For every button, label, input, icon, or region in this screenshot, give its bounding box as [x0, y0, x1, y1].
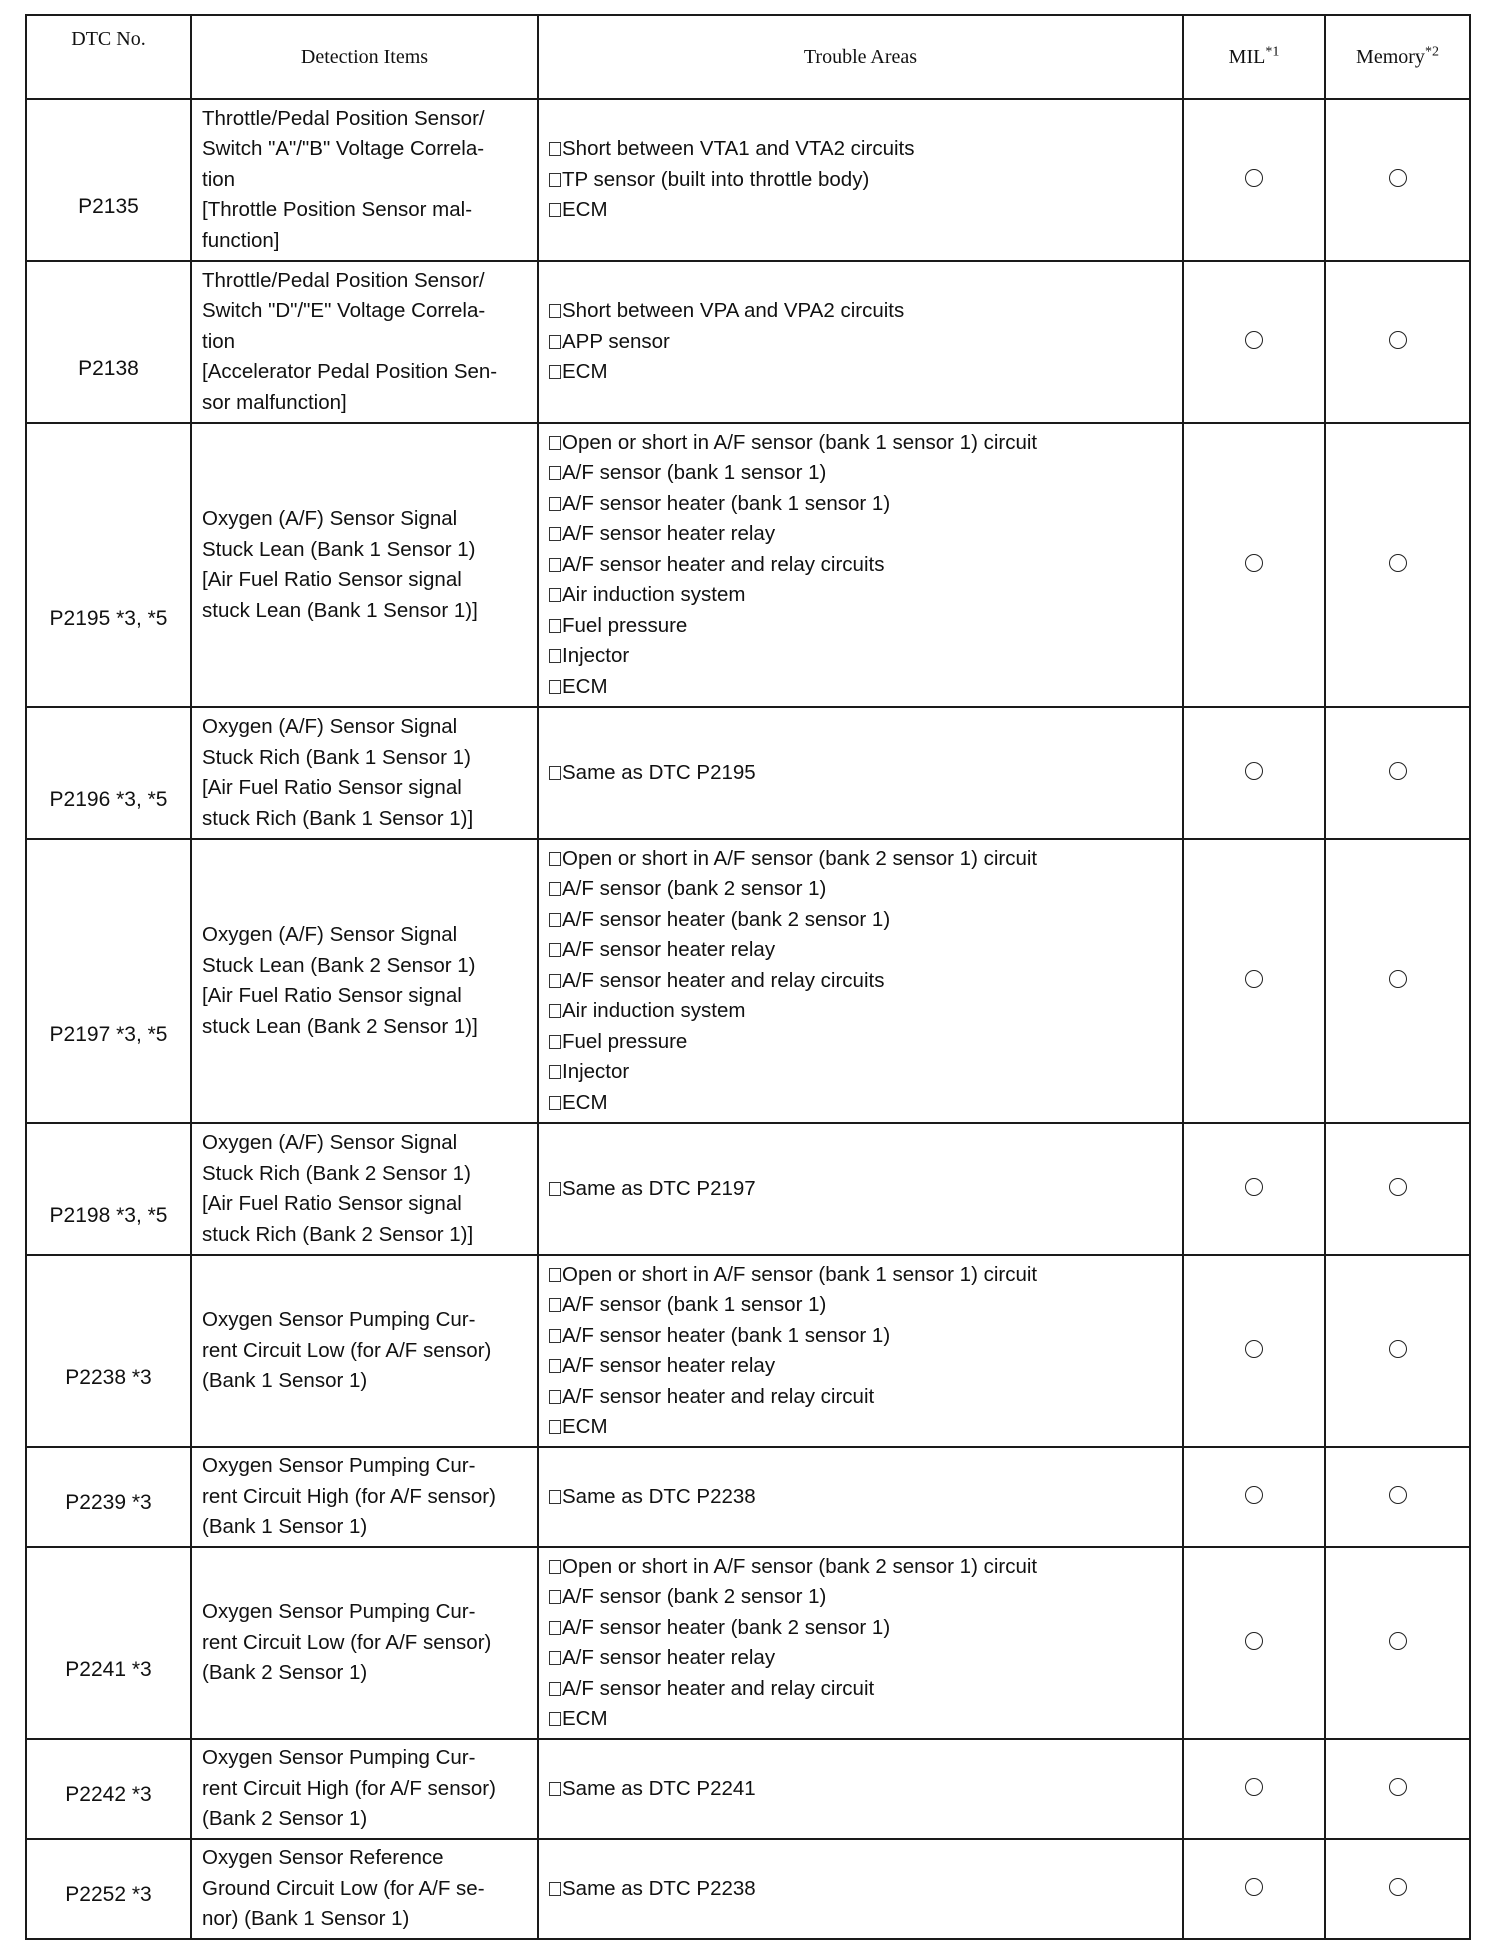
detection-item-cell	[191, 423, 538, 707]
trouble-area-text: Open or short in A/F sensor (bank 1 sensor 1) circuit	[562, 1262, 1038, 1286]
dtc-code: P2238 *3	[65, 1366, 152, 1389]
dtc-code-cell	[26, 1447, 191, 1547]
trouble-area-item	[549, 1351, 1172, 1382]
square-bullet-icon	[549, 497, 561, 511]
detection-item-cell	[191, 839, 538, 1123]
dtc-code-cell	[26, 707, 191, 839]
square-bullet-icon	[549, 1682, 561, 1696]
square-bullet-icon	[549, 974, 561, 988]
dtc-code: P2138	[78, 357, 139, 380]
detection-line: Switch "A"/"B" Voltage Correla-	[202, 137, 485, 161]
trouble-area-text: A/F sensor (bank 2 sensor 1)	[562, 877, 827, 901]
memory-cell	[1325, 423, 1470, 707]
dtc-code: P2195 *3, *5	[49, 607, 168, 630]
detection-line: [Air Fuel Ratio Sensor signal	[202, 776, 462, 799]
detection-line: (Bank 2 Sensor 1)	[202, 1807, 368, 1831]
memory-on-circle-icon	[1389, 1778, 1407, 1796]
trouble-area-text: A/F sensor heater (bank 2 sensor 1)	[562, 1615, 891, 1639]
detection-line: stuck Rich (Bank 1 Sensor 1)]	[202, 806, 474, 830]
trouble-area-item	[549, 1552, 1172, 1583]
detection-line: stuck Lean (Bank 1 Sensor 1)]	[202, 598, 478, 622]
trouble-area-text: Short between VTA1 and VTA2 circuits	[562, 137, 915, 161]
trouble-area-item	[549, 357, 1172, 388]
memory-on-circle-icon	[1389, 762, 1407, 780]
detection-item-cell	[191, 1123, 538, 1255]
mil-cell	[1183, 99, 1325, 261]
table-row	[26, 99, 1470, 261]
trouble-area-item	[549, 428, 1172, 459]
mil-cell	[1183, 707, 1325, 839]
trouble-area-cell	[538, 839, 1183, 1123]
trouble-area-cell	[538, 261, 1183, 423]
dtc-code-cell	[26, 99, 191, 261]
memory-on-circle-icon	[1389, 169, 1407, 187]
square-bullet-icon	[549, 1420, 561, 1434]
square-bullet-icon	[549, 1298, 561, 1312]
detection-line: Throttle/Pedal Position Sensor/	[202, 268, 485, 292]
memory-on-circle-icon	[1389, 331, 1407, 349]
dtc-code-cell	[26, 423, 191, 707]
detection-line: rent Circuit High (for A/F sensor)	[202, 1484, 496, 1508]
square-bullet-icon	[549, 1004, 561, 1018]
dtc-code: P2196 *3, *5	[49, 788, 168, 811]
trouble-area-text: ECM	[562, 1415, 608, 1438]
detection-line: Switch "D"/"E" Voltage Correla-	[202, 299, 486, 323]
detection-item-cell	[191, 1447, 538, 1547]
detection-line: (Bank 1 Sensor 1)	[202, 1515, 368, 1539]
detection-line: rent Circuit Low (for A/F sensor)	[202, 1338, 492, 1362]
square-bullet-icon	[549, 1065, 561, 1079]
mil-cell	[1183, 1839, 1325, 1939]
memory-cell	[1325, 99, 1470, 261]
mil-on-circle-icon	[1245, 169, 1263, 187]
trouble-area-cell	[538, 707, 1183, 839]
table-row	[26, 261, 1470, 423]
table-row	[26, 707, 1470, 839]
square-bullet-icon	[549, 466, 561, 480]
trouble-area-cell	[538, 423, 1183, 707]
mil-cell	[1183, 1123, 1325, 1255]
trouble-area-text: Injector	[562, 1060, 630, 1084]
trouble-area-text: Same as DTC P2197	[562, 1176, 756, 1200]
detection-line: [Air Fuel Ratio Sensor signal	[202, 1192, 462, 1215]
detection-line: Oxygen Sensor Reference	[202, 1846, 444, 1870]
detection-line: Oxygen Sensor Pumping Cur-	[202, 1308, 476, 1332]
mil-cell	[1183, 839, 1325, 1123]
dtc-code-cell	[26, 1547, 191, 1739]
memory-cell	[1325, 1123, 1470, 1255]
detection-line: [Air Fuel Ratio Sensor signal	[202, 568, 462, 591]
square-bullet-icon	[549, 173, 561, 187]
mil-on-circle-icon	[1245, 1632, 1263, 1650]
table-row	[26, 1839, 1470, 1939]
trouble-area-text: APP sensor	[562, 329, 670, 353]
trouble-area-item	[549, 966, 1172, 997]
detection-line: stuck Rich (Bank 2 Sensor 1)]	[202, 1222, 474, 1246]
trouble-area-item	[549, 1290, 1172, 1321]
dtc-code: P2198 *3, *5	[49, 1204, 168, 1227]
mil-on-circle-icon	[1245, 762, 1263, 780]
detection-line: rent Circuit Low (for A/F sensor)	[202, 1630, 492, 1654]
table-row	[26, 1739, 1470, 1839]
memory-cell	[1325, 1547, 1470, 1739]
square-bullet-icon	[549, 1782, 561, 1796]
dtc-code-cell	[26, 1123, 191, 1255]
trouble-area-text: Fuel pressure	[562, 1029, 688, 1053]
detection-line: Oxygen Sensor Pumping Cur-	[202, 1454, 476, 1478]
detection-line: Throttle/Pedal Position Sensor/	[202, 106, 485, 130]
trouble-area-item	[549, 611, 1172, 642]
header-dtc-no: DTC No.	[26, 15, 191, 99]
memory-cell	[1325, 1839, 1470, 1939]
detection-line: stuck Lean (Bank 2 Sensor 1)]	[202, 1014, 478, 1038]
memory-on-circle-icon	[1389, 1340, 1407, 1358]
square-bullet-icon	[549, 1268, 561, 1282]
square-bullet-icon	[549, 882, 561, 896]
trouble-area-item	[549, 550, 1172, 581]
trouble-area-text: A/F sensor (bank 1 sensor 1)	[562, 461, 827, 485]
memory-on-circle-icon	[1389, 1878, 1407, 1896]
trouble-area-cell	[538, 1547, 1183, 1739]
memory-cell	[1325, 261, 1470, 423]
dtc-table	[25, 14, 1471, 1940]
trouble-area-item	[549, 165, 1172, 196]
trouble-area-item	[549, 327, 1172, 358]
trouble-area-item	[549, 1613, 1172, 1644]
square-bullet-icon	[549, 527, 561, 541]
square-bullet-icon	[549, 1359, 561, 1373]
square-bullet-icon	[549, 1035, 561, 1049]
square-bullet-icon	[549, 1390, 561, 1404]
trouble-area-text: ECM	[562, 674, 608, 698]
square-bullet-icon	[549, 619, 561, 633]
trouble-area-item	[549, 580, 1172, 611]
trouble-area-text: Open or short in A/F sensor (bank 1 sensor 1) circuit	[562, 430, 1038, 454]
mil-cell	[1183, 1739, 1325, 1839]
detection-line: Stuck Lean (Bank 2 Sensor 1)	[202, 953, 476, 977]
trouble-area-item	[549, 1174, 1172, 1205]
square-bullet-icon	[549, 1096, 561, 1110]
detection-line: (Bank 2 Sensor 1)	[202, 1661, 368, 1685]
detection-line: [Accelerator Pedal Position Sen-	[202, 360, 498, 384]
table-row	[26, 1255, 1470, 1447]
detection-line: nor) (Bank 1 Sensor 1)	[202, 1907, 410, 1931]
detection-item-cell	[191, 1255, 538, 1447]
trouble-area-text: ECM	[562, 198, 608, 222]
trouble-area-text: A/F sensor heater (bank 2 sensor 1)	[562, 907, 891, 931]
trouble-area-item	[549, 935, 1172, 966]
detection-line: function]	[202, 228, 280, 252]
trouble-area-text: Same as DTC P2195	[562, 760, 756, 784]
trouble-area-item	[549, 458, 1172, 489]
square-bullet-icon	[549, 1712, 561, 1726]
detection-line: Stuck Rich (Bank 2 Sensor 1)	[202, 1161, 471, 1185]
mil-on-circle-icon	[1245, 331, 1263, 349]
trouble-area-text: Short between VPA and VPA2 circuits	[562, 299, 905, 323]
trouble-area-text: Injector	[562, 644, 630, 668]
trouble-area-text: Fuel pressure	[562, 613, 688, 637]
trouble-area-cell	[538, 1839, 1183, 1939]
trouble-area-text: Same as DTC P2238	[562, 1484, 756, 1508]
dtc-code-cell	[26, 839, 191, 1123]
memory-cell	[1325, 1739, 1470, 1839]
mil-cell	[1183, 1255, 1325, 1447]
trouble-area-cell	[538, 1123, 1183, 1255]
square-bullet-icon	[549, 943, 561, 957]
mil-on-circle-icon	[1245, 1486, 1263, 1504]
trouble-area-item	[549, 1674, 1172, 1705]
trouble-area-item	[549, 134, 1172, 165]
trouble-area-text: A/F sensor heater relay	[562, 1646, 776, 1669]
detection-line: Oxygen (A/F) Sensor Signal	[202, 715, 458, 738]
detection-item-cell	[191, 261, 538, 423]
mil-on-circle-icon	[1245, 1340, 1263, 1358]
memory-on-circle-icon	[1389, 1178, 1407, 1196]
trouble-area-text: ECM	[562, 1707, 608, 1730]
square-bullet-icon	[549, 680, 561, 694]
trouble-area-text: Open or short in A/F sensor (bank 2 sensor 1) circuit	[562, 1554, 1038, 1578]
trouble-area-text: A/F sensor heater and relay circuits	[562, 968, 885, 992]
memory-cell	[1325, 839, 1470, 1123]
trouble-area-item	[549, 844, 1172, 875]
mil-cell	[1183, 1447, 1325, 1547]
detection-line: Oxygen Sensor Pumping Cur-	[202, 1746, 476, 1770]
trouble-area-item	[549, 1088, 1172, 1119]
detection-line: rent Circuit High (for A/F sensor)	[202, 1776, 496, 1800]
trouble-area-item	[549, 519, 1172, 550]
trouble-area-item	[549, 758, 1172, 789]
square-bullet-icon	[549, 436, 561, 450]
trouble-area-item	[549, 1057, 1172, 1088]
dtc-code-cell	[26, 1739, 191, 1839]
table-row	[26, 1123, 1470, 1255]
mil-cell	[1183, 261, 1325, 423]
memory-on-circle-icon	[1389, 1632, 1407, 1650]
detection-item-cell	[191, 1839, 538, 1939]
detection-line: Oxygen Sensor Pumping Cur-	[202, 1600, 476, 1624]
dtc-code-cell	[26, 1839, 191, 1939]
mil-on-circle-icon	[1245, 1878, 1263, 1896]
memory-footnote: *2	[1424, 43, 1439, 59]
memory-cell	[1325, 1447, 1470, 1547]
memory-on-circle-icon	[1389, 970, 1407, 988]
trouble-area-text: A/F sensor heater relay	[562, 1354, 776, 1377]
trouble-area-text: A/F sensor (bank 2 sensor 1)	[562, 1585, 827, 1608]
trouble-area-text: TP sensor (built into throttle body)	[562, 167, 870, 191]
header-detection-items: Detection Items	[191, 15, 538, 99]
mil-cell	[1183, 423, 1325, 707]
detection-line: Stuck Rich (Bank 1 Sensor 1)	[202, 745, 471, 769]
square-bullet-icon	[549, 1329, 561, 1343]
trouble-area-item	[549, 296, 1172, 327]
mil-footnote: *1	[1265, 43, 1280, 59]
mil-on-circle-icon	[1245, 1178, 1263, 1196]
square-bullet-icon	[549, 335, 561, 349]
trouble-area-cell	[538, 99, 1183, 261]
trouble-area-text: A/F sensor heater relay	[562, 938, 776, 962]
table-row	[26, 423, 1470, 707]
detection-line: Ground Circuit Low (for A/F se-	[202, 1876, 485, 1900]
square-bullet-icon	[549, 588, 561, 602]
table-row	[26, 1447, 1470, 1547]
trouble-area-text: Same as DTC P2238	[562, 1876, 756, 1900]
square-bullet-icon	[549, 852, 561, 866]
mil-cell	[1183, 1547, 1325, 1739]
trouble-area-text: ECM	[562, 360, 608, 384]
square-bullet-icon	[549, 365, 561, 379]
mil-on-circle-icon	[1245, 1778, 1263, 1796]
trouble-area-text: A/F sensor (bank 1 sensor 1)	[562, 1293, 827, 1316]
trouble-area-item	[549, 1412, 1172, 1443]
square-bullet-icon	[549, 1590, 561, 1604]
trouble-area-cell	[538, 1739, 1183, 1839]
detection-line: tion	[202, 329, 236, 353]
trouble-area-cell	[538, 1255, 1183, 1447]
mil-on-circle-icon	[1245, 970, 1263, 988]
trouble-area-item	[549, 641, 1172, 672]
table-row	[26, 1547, 1470, 1739]
header-memory: Memory$^{*2}$	[1325, 15, 1470, 99]
header-trouble-areas: Trouble Areas	[538, 15, 1183, 99]
trouble-area-item	[549, 1027, 1172, 1058]
detection-item-cell	[191, 1739, 538, 1839]
header-row	[26, 15, 1470, 99]
trouble-area-text: A/F sensor heater (bank 1 sensor 1)	[562, 1323, 891, 1347]
trouble-area-text: Air induction system	[562, 999, 746, 1023]
trouble-area-text: A/F sensor heater and relay circuits	[562, 552, 885, 576]
square-bullet-icon	[549, 558, 561, 572]
dtc-code-cell	[26, 261, 191, 423]
detection-line: Oxygen (A/F) Sensor Signal	[202, 507, 458, 530]
trouble-area-item	[549, 905, 1172, 936]
memory-cell	[1325, 707, 1470, 839]
dtc-code-cell	[26, 1255, 191, 1447]
table-row	[26, 839, 1470, 1123]
detection-item-cell	[191, 1547, 538, 1739]
dtc-code: P2197 *3, *5	[49, 1023, 168, 1046]
trouble-area-item	[549, 1482, 1172, 1513]
square-bullet-icon	[549, 1882, 561, 1896]
square-bullet-icon	[549, 142, 561, 156]
trouble-area-item	[549, 1260, 1172, 1291]
trouble-area-item	[549, 874, 1172, 905]
detection-line: tion	[202, 167, 236, 191]
trouble-area-item	[549, 1704, 1172, 1735]
mil-on-circle-icon	[1245, 554, 1263, 572]
memory-on-circle-icon	[1389, 554, 1407, 572]
dtc-code: P2242 *3	[65, 1783, 152, 1806]
square-bullet-icon	[549, 649, 561, 663]
trouble-area-item	[549, 195, 1172, 226]
trouble-area-item	[549, 1774, 1172, 1805]
detection-item-cell	[191, 707, 538, 839]
trouble-area-text: Air induction system	[562, 583, 746, 607]
trouble-area-item	[549, 489, 1172, 520]
trouble-area-text: ECM	[562, 1090, 608, 1114]
trouble-area-item	[549, 1643, 1172, 1674]
detection-line: (Bank 1 Sensor 1)	[202, 1369, 368, 1393]
dtc-code: P2135	[78, 195, 139, 218]
trouble-area-item	[549, 1321, 1172, 1352]
detection-item-cell	[191, 99, 538, 261]
trouble-area-item	[549, 1582, 1172, 1613]
square-bullet-icon	[549, 913, 561, 927]
detection-line: Oxygen (A/F) Sensor Signal	[202, 923, 458, 946]
detection-line: sor malfunction]	[202, 390, 347, 414]
square-bullet-icon	[549, 304, 561, 318]
trouble-area-item	[549, 672, 1172, 703]
square-bullet-icon	[549, 1182, 561, 1196]
square-bullet-icon	[549, 1560, 561, 1574]
trouble-area-item	[549, 1382, 1172, 1413]
memory-on-circle-icon	[1389, 1486, 1407, 1504]
trouble-area-item	[549, 1874, 1172, 1905]
detection-line: [Throttle Position Sensor mal-	[202, 198, 473, 222]
square-bullet-icon	[549, 203, 561, 217]
square-bullet-icon	[549, 1621, 561, 1635]
square-bullet-icon	[549, 1490, 561, 1504]
trouble-area-text: A/F sensor heater and relay circuit	[562, 1676, 875, 1700]
trouble-area-cell	[538, 1447, 1183, 1547]
detection-line: Stuck Lean (Bank 1 Sensor 1)	[202, 537, 476, 561]
trouble-area-text: A/F sensor heater relay	[562, 522, 776, 546]
detection-line: [Air Fuel Ratio Sensor signal	[202, 984, 462, 1007]
dtc-code: P2241 *3	[65, 1658, 152, 1681]
square-bullet-icon	[549, 766, 561, 780]
square-bullet-icon	[549, 1651, 561, 1665]
dtc-code: P2252 *3	[65, 1883, 152, 1906]
trouble-area-text: Open or short in A/F sensor (bank 2 sensor 1) circuit	[562, 846, 1038, 870]
dtc-code: P2239 *3	[65, 1491, 152, 1514]
trouble-area-text: A/F sensor heater (bank 1 sensor 1)	[562, 491, 891, 515]
memory-cell	[1325, 1255, 1470, 1447]
trouble-area-item	[549, 996, 1172, 1027]
trouble-area-text: A/F sensor heater and relay circuit	[562, 1384, 875, 1408]
detection-line: Oxygen (A/F) Sensor Signal	[202, 1131, 458, 1154]
trouble-area-text: Same as DTC P2241	[562, 1776, 756, 1800]
header-mil: MIL$^{*1}$	[1183, 15, 1325, 99]
